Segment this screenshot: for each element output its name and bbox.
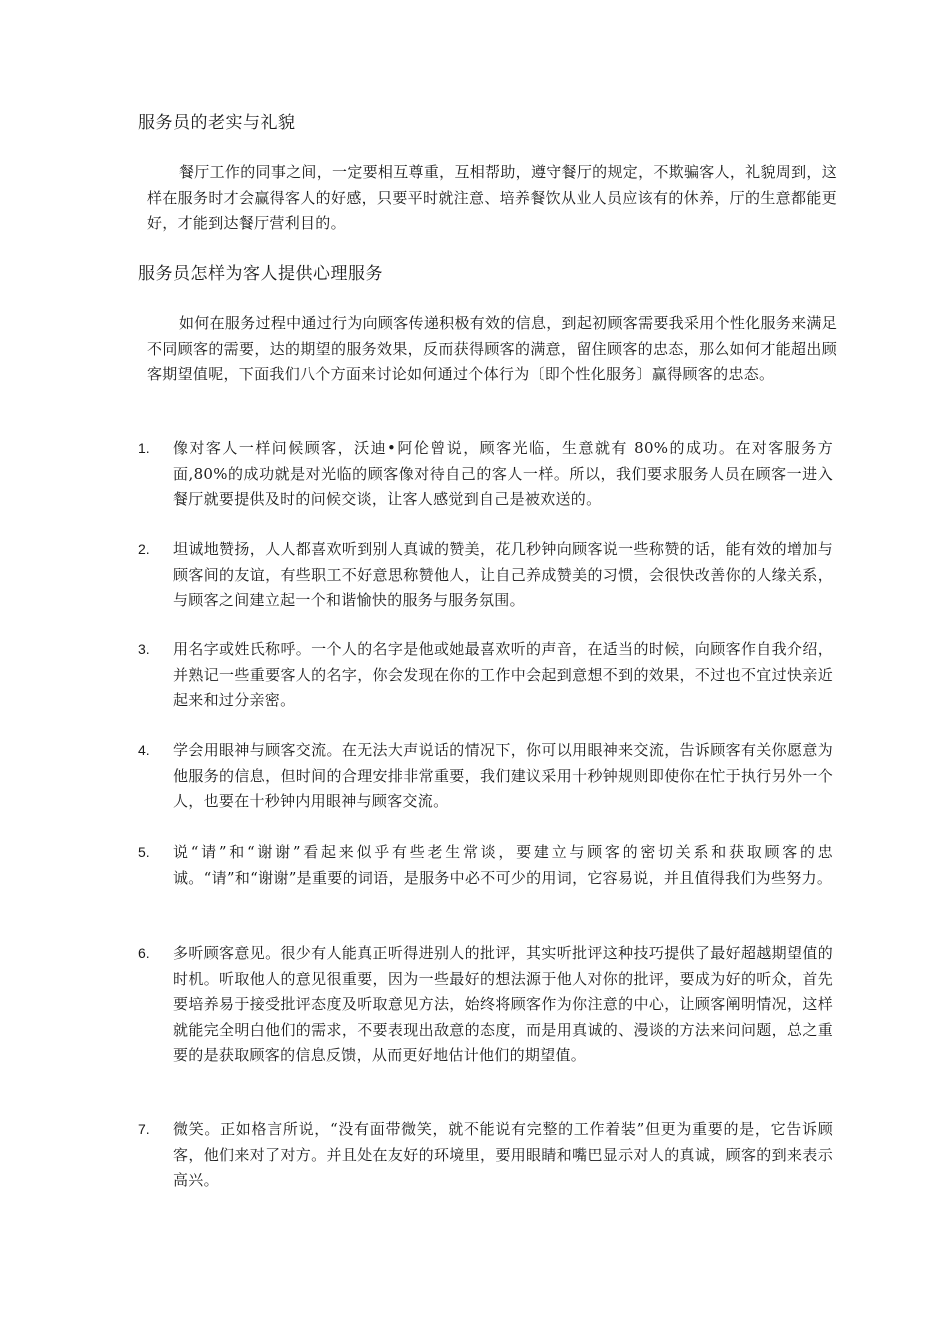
list-item-text: 像对客人一样问候顾客，沃迪•阿伦曾说，顾客光临，生意就有 80%的成功。在对客服务方面,80%的成功就是对光临的顾客像对待自己的客人一样。所以，我们要求服务人员在顾客一进入餐厅就要提供及时的问候交谈，让客人感觉到自己是被欢送的。: [173, 439, 833, 508]
list-item-number: 2.: [138, 541, 150, 557]
section-paragraph-psychological-service: 如何在服务过程中通过行为向顾客传递积极有效的信息，到起初顾客需要我采用个性化服务来满足不同顾客的需要，达的期望的服务效果，反而获得顾客的满意，留住顾客的忠态，那么如何才能超出顾客期望值呢，下面我们八个方面来讨论如何通过个体行为〔即个性化服务〕赢得顾客的忠态。: [147, 314, 837, 383]
list-item-text: 坦诚地赞扬，人人都喜欢听到别人真诚的赞美，花几秒钟向顾客说一些称赞的话，能有效的增加与顾客间的友谊，有些职工不好意思称赞他人，让自己养成赞美的习惯，会很快改善你的人缘关系，与顾客之间建立起一个和谐愉快的服务与服务氛围。: [173, 540, 833, 609]
list-item-text: 微笑。正如格言所说，“没有面带微笑，就不能说有完整的工作着装”但更为重要的是，它告诉顾客，他们来对了对方。并且处在友好的环境里，要用眼睛和嘴巴显示对人的真诚，顾客的到来表示高兴。: [173, 1120, 833, 1189]
list-item-number: 6.: [138, 945, 150, 961]
list-item-number: 7.: [138, 1121, 150, 1137]
section-heading-psychological-service: 服务员怎样为客人提供心理服务: [138, 264, 383, 284]
list-item-number: 5.: [138, 844, 150, 860]
list-item-number: 1.: [138, 440, 150, 456]
list-item-text: 学会用眼神与顾客交流。在无法大声说话的情况下，你可以用眼神来交流，告诉顾客有关你愿意为他服务的信息，但时间的合理安排非常重要，我们建议采用十秒钟规则即使你在忙于执行另外一个人，也要在十秒钟内用眼神与顾客交流。: [173, 741, 833, 810]
list-item-text: 多听顾客意见。很少有人能真正听得进别人的批评，其实听批评这种技巧提供了最好超越期望值的时机。听取他人的意见很重要，因为一些最好的想法源于他人对你的批评，要成为好的听众，首先要培养易于接受批评态度及听取意见方法，始终将顾客作为你注意的中心，让顾客阐明情况，这样就能完全明白他们的需求，不要表现出敌意的态度，而是用真诚的、漫谈的方法来问问题，总之重要的是获取顾客的信息反馈，从而更好地估计他们的期望值。: [173, 944, 833, 1064]
section-paragraph-honesty-courtesy: 餐厅工作的同事之间，一定要相互尊重，互相帮助，遵守餐厅的规定，不欺骗客人，礼貌周到，这样在服务时才会赢得客人的好感，只要平时就注意、培养餐饮从业人员应该有的休养，厅的生意都能更好，才能到达餐厅营利目的。: [147, 163, 837, 232]
list-item-text: 用名字或姓氏称呼。一个人的名字是他或她最喜欢听的声音，在适当的时候，向顾客作自我介绍，并熟记一些重要客人的名字，你会发现在你的工作中会起到意想不到的效果，不过也不宜过快亲近起来和过分亲密。: [173, 640, 833, 709]
list-item-text: 说“请”和“谢谢”看起来似乎有些老生常谈，要建立与顾客的密切关系和获取顾客的忠诚。“请”和“谢谢”是重要的词语，是服务中必不可少的用词，它容易说，并且值得我们为些努力。: [173, 843, 833, 887]
list-item-number: 4.: [138, 742, 150, 758]
section-heading-honesty-courtesy: 服务员的老实与礼貌: [138, 113, 296, 133]
list-item-number: 3.: [138, 641, 150, 657]
